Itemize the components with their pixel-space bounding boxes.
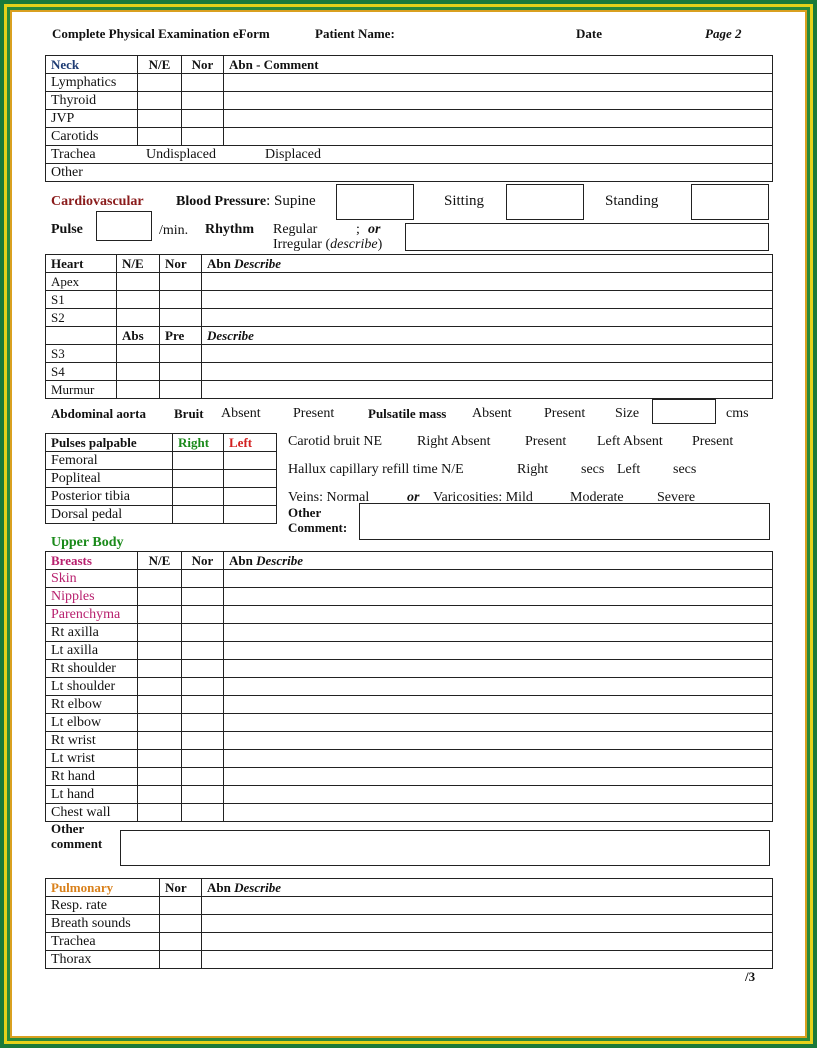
table-row	[46, 606, 773, 624]
row-label: Rt wrist	[46, 732, 138, 750]
table-row	[46, 291, 773, 309]
ne-cell[interactable]	[117, 309, 160, 327]
ne-cell[interactable]	[138, 92, 182, 110]
breasts-header: Breasts	[46, 552, 138, 570]
pre-header: Pre	[160, 327, 202, 345]
left-cell[interactable]	[224, 488, 277, 506]
bruit-absent-option[interactable]: Absent	[221, 406, 261, 421]
describe-cell[interactable]	[224, 642, 773, 660]
bruit-present-option[interactable]: Present	[293, 406, 335, 421]
ne-cell[interactable]	[138, 732, 182, 750]
nor-cell[interactable]	[160, 951, 202, 969]
nor-cell[interactable]	[182, 624, 224, 642]
ne-cell[interactable]	[138, 588, 182, 606]
ne-header: N/E	[117, 255, 160, 273]
upper-body-title: Upper Body	[51, 535, 124, 550]
table-row	[46, 642, 773, 660]
nor-cell[interactable]	[182, 750, 224, 768]
row-label: Skin	[46, 570, 138, 588]
comment-cell[interactable]	[224, 74, 773, 92]
trachea-label: Trachea	[51, 146, 96, 162]
abn-label: Abn	[229, 552, 253, 568]
size-input[interactable]	[652, 399, 716, 424]
ne-cell[interactable]	[138, 570, 182, 588]
ne-cell[interactable]	[138, 624, 182, 642]
nor-cell[interactable]	[182, 74, 224, 92]
form-title: Complete Physical Examination eForm	[52, 26, 270, 41]
varicosities-mild-option[interactable]: Varicosities: Mild	[433, 490, 533, 505]
table-row	[46, 804, 773, 822]
describe-cell[interactable]	[202, 309, 773, 327]
per-min-label: /min.	[159, 223, 189, 238]
nor-header: Nor	[160, 879, 202, 897]
describe-cell[interactable]	[202, 291, 773, 309]
pulses-header-row	[46, 434, 277, 452]
abn-describe-header	[202, 879, 773, 897]
other-comment-input[interactable]	[359, 503, 770, 540]
ne-cell[interactable]	[117, 273, 160, 291]
veins-or-label: or	[407, 490, 420, 505]
table-row	[46, 128, 773, 146]
mass-absent-option[interactable]: Absent	[472, 406, 512, 421]
describe-label: Describe	[256, 552, 304, 568]
hallux-right-label: Right	[517, 462, 549, 477]
left-header: Left	[224, 434, 277, 452]
hallux-left-label: Left	[617, 462, 641, 477]
heart-header: Heart	[46, 255, 117, 273]
bp-label: Blood Pressure	[176, 194, 267, 209]
veins-normal-option[interactable]: Veins: Normal	[288, 490, 370, 505]
nor-cell[interactable]	[182, 768, 224, 786]
ne-cell[interactable]	[138, 714, 182, 732]
row-label: Chest wall	[46, 804, 138, 822]
ne-cell[interactable]	[117, 291, 160, 309]
table-row	[46, 768, 773, 786]
pulse-input[interactable]	[96, 211, 152, 241]
comment-cell[interactable]	[224, 128, 773, 146]
left-cell[interactable]	[224, 506, 277, 524]
row-label: Resp. rate	[46, 897, 160, 915]
carotid-bruit-ne[interactable]: Carotid bruit NE	[288, 434, 383, 449]
supine-input[interactable]	[336, 184, 414, 220]
describe-cell[interactable]	[202, 933, 773, 951]
page-label: Page 2	[705, 26, 742, 41]
table-row	[46, 750, 773, 768]
row-label: Femoral	[46, 452, 173, 470]
nor-cell[interactable]	[160, 291, 202, 309]
describe-cell[interactable]	[202, 273, 773, 291]
nor-cell[interactable]	[160, 933, 202, 951]
right-cell[interactable]	[173, 488, 224, 506]
standing-label: Standing	[605, 193, 659, 209]
row-label: S1	[46, 291, 117, 309]
hallux-ne[interactable]: Hallux capillary refill time N/E	[288, 462, 464, 477]
pre-cell[interactable]	[160, 345, 202, 363]
row-label: Thyroid	[46, 92, 138, 110]
table-row	[46, 588, 773, 606]
describe-cell[interactable]	[224, 606, 773, 624]
table-row	[46, 570, 773, 588]
table-row	[46, 506, 277, 524]
table-row	[46, 74, 773, 92]
nor-cell[interactable]	[182, 804, 224, 822]
pulses-palpable-header: Pulses palpable	[46, 434, 173, 452]
describe-cell[interactable]	[224, 768, 773, 786]
table-row	[46, 897, 773, 915]
left-cell[interactable]	[224, 452, 277, 470]
sitting-input[interactable]	[506, 184, 584, 220]
describe-cell[interactable]	[224, 732, 773, 750]
heart-table	[45, 254, 773, 399]
blank-header	[46, 327, 117, 345]
row-label: Lt hand	[46, 786, 138, 804]
describe-cell[interactable]	[202, 381, 773, 399]
describe-cell[interactable]	[224, 588, 773, 606]
abdominal-aorta-label: Abdominal aorta	[51, 406, 146, 421]
varicosities-moderate-option[interactable]: Moderate	[570, 490, 624, 505]
table-row	[46, 786, 773, 804]
table-row	[46, 915, 773, 933]
varicosities-severe-option[interactable]: Severe	[657, 490, 696, 505]
heart-subheader-row	[46, 327, 773, 345]
bruit-label: Bruit	[174, 406, 204, 421]
row-label: JVP	[46, 110, 138, 128]
row-label: Rt hand	[46, 768, 138, 786]
other-row	[46, 164, 773, 182]
table-row	[46, 933, 773, 951]
nor-cell[interactable]	[182, 588, 224, 606]
table-row	[46, 488, 277, 506]
describe-cell[interactable]	[224, 660, 773, 678]
nor-cell[interactable]	[160, 915, 202, 933]
describe-cell[interactable]	[202, 951, 773, 969]
describe-cell[interactable]	[224, 786, 773, 804]
heart-header-row	[46, 255, 773, 273]
describe-label: Describe	[234, 255, 282, 271]
describe-header: Describe	[202, 327, 773, 345]
row-label: Posterior tibia	[46, 488, 173, 506]
ne-cell[interactable]	[138, 804, 182, 822]
row-label: Nipples	[46, 588, 138, 606]
table-row	[46, 470, 277, 488]
table-row	[46, 624, 773, 642]
nor-cell[interactable]	[182, 642, 224, 660]
carotid-right-absent[interactable]: Right Absent	[417, 434, 491, 449]
cardiovascular-title: Cardiovascular	[51, 194, 144, 209]
abn-describe-header	[202, 255, 773, 273]
neck-header: Neck	[46, 56, 138, 74]
row-label: Lt elbow	[46, 714, 138, 732]
describe-cell[interactable]	[202, 363, 773, 381]
nor-cell[interactable]	[182, 678, 224, 696]
other-label[interactable]: Other	[46, 164, 773, 182]
table-row	[46, 732, 773, 750]
row-label: Lt axilla	[46, 642, 138, 660]
describe-cell[interactable]	[224, 714, 773, 732]
describe-cell[interactable]	[202, 345, 773, 363]
carotid-left-present[interactable]: Present	[692, 434, 734, 449]
nor-cell[interactable]	[160, 273, 202, 291]
ne-cell[interactable]	[138, 606, 182, 624]
size-label: Size	[615, 406, 640, 421]
semicolon: ;	[356, 222, 360, 237]
cms-label: cms	[726, 406, 749, 421]
describe-hint: describe	[330, 237, 378, 252]
other-label: Other	[288, 505, 322, 520]
date-label: Date	[576, 26, 602, 41]
regular-option[interactable]: Regular	[273, 222, 318, 237]
patient-name-label: Patient Name:	[315, 26, 395, 41]
nor-cell[interactable]	[182, 128, 224, 146]
row-label: Carotids	[46, 128, 138, 146]
row-label: Rt axilla	[46, 624, 138, 642]
table-row	[46, 660, 773, 678]
table-row	[46, 110, 773, 128]
abn-comment-header: Abn - Comment	[224, 56, 773, 74]
right-cell[interactable]	[173, 452, 224, 470]
pulsatile-mass-label: Pulsatile mass	[368, 406, 447, 421]
left-cell[interactable]	[224, 470, 277, 488]
pre-cell[interactable]	[160, 363, 202, 381]
ne-cell[interactable]	[138, 642, 182, 660]
ne-cell[interactable]	[138, 110, 182, 128]
sitting-label: Sitting	[444, 193, 485, 209]
ne-cell[interactable]	[138, 128, 182, 146]
nor-header: Nor	[182, 56, 224, 74]
table-row	[46, 92, 773, 110]
upper-body-table	[45, 551, 773, 822]
table-row	[46, 273, 773, 291]
pulse-label: Pulse	[51, 222, 83, 237]
abn-label: Abn	[207, 255, 231, 271]
carotid-right-present[interactable]: Present	[525, 434, 567, 449]
row-label: Popliteal	[46, 470, 173, 488]
upper-other-comment-input[interactable]	[120, 830, 770, 866]
ne-cell[interactable]	[138, 74, 182, 92]
table-row	[46, 309, 773, 327]
nor-cell[interactable]	[182, 786, 224, 804]
right-header: Right	[173, 434, 224, 452]
comment-label: Comment:	[288, 520, 348, 535]
row-label: S3	[46, 345, 117, 363]
neck-header-row	[46, 56, 773, 74]
ne-cell[interactable]	[138, 786, 182, 804]
rhythm-label: Rhythm	[205, 222, 255, 237]
ne-header: N/E	[138, 56, 182, 74]
pulmonary-header: Pulmonary	[46, 879, 160, 897]
row-label: Trachea	[46, 933, 160, 951]
other-comment-label	[288, 505, 347, 535]
trachea-row	[46, 146, 773, 164]
table-row	[46, 714, 773, 732]
row-label: Lymphatics	[46, 74, 138, 92]
table-row	[46, 696, 773, 714]
abs-cell[interactable]	[117, 381, 160, 399]
nor-cell[interactable]	[182, 660, 224, 678]
row-label: Thorax	[46, 951, 160, 969]
nor-cell[interactable]	[160, 897, 202, 915]
trachea-cell	[46, 146, 773, 164]
nor-cell[interactable]	[182, 110, 224, 128]
describe-cell[interactable]	[224, 804, 773, 822]
right-cell[interactable]	[173, 470, 224, 488]
displaced-option[interactable]: Displaced	[265, 146, 321, 162]
hallux-left-secs: secs	[673, 462, 697, 477]
table-row	[46, 951, 773, 969]
undisplaced-option[interactable]: Undisplaced	[146, 146, 216, 162]
describe-cell[interactable]	[224, 624, 773, 642]
pulses-table	[45, 433, 277, 524]
breasts-header-row	[46, 552, 773, 570]
abs-cell[interactable]	[117, 363, 160, 381]
close-paren: )	[377, 237, 383, 252]
row-label: Lt shoulder	[46, 678, 138, 696]
mass-present-option[interactable]: Present	[544, 406, 586, 421]
describe-label: Describe	[234, 879, 282, 895]
table-row	[46, 345, 773, 363]
ne-cell[interactable]	[138, 768, 182, 786]
neck-table	[45, 55, 773, 182]
describe-cell[interactable]	[202, 915, 773, 933]
irregular-option[interactable]: Irregular (	[273, 237, 331, 252]
ne-cell[interactable]	[138, 750, 182, 768]
nor-cell[interactable]	[182, 732, 224, 750]
comment-cell[interactable]	[224, 110, 773, 128]
nor-header: Nor	[160, 255, 202, 273]
irregular-line	[273, 237, 382, 253]
pulmonary-table	[45, 878, 773, 969]
describe-cell[interactable]	[224, 678, 773, 696]
table-row	[46, 452, 277, 470]
upper-other-comment-label	[51, 821, 102, 851]
row-label: Apex	[46, 273, 117, 291]
abs-cell[interactable]	[117, 345, 160, 363]
describe-cell[interactable]	[224, 750, 773, 768]
nor-cell[interactable]	[182, 92, 224, 110]
hallux-right-secs: secs	[581, 462, 605, 477]
right-cell[interactable]	[173, 506, 224, 524]
nor-cell[interactable]	[182, 570, 224, 588]
abs-header: Abs	[117, 327, 160, 345]
standing-input[interactable]	[691, 184, 769, 220]
pulmonary-header-row	[46, 879, 773, 897]
ne-cell[interactable]	[138, 678, 182, 696]
abn-describe-header	[224, 552, 773, 570]
row-label: Breath sounds	[46, 915, 160, 933]
comment-cell[interactable]	[224, 92, 773, 110]
irregular-describe-input[interactable]	[405, 223, 769, 251]
describe-cell[interactable]	[224, 570, 773, 588]
bp-line	[176, 193, 316, 210]
ne-header: N/E	[138, 552, 182, 570]
ne-cell[interactable]	[138, 660, 182, 678]
nor-cell[interactable]	[182, 696, 224, 714]
table-row	[46, 363, 773, 381]
table-row	[46, 381, 773, 399]
row-label: Murmur	[46, 381, 117, 399]
supine-label: : Supine	[266, 193, 316, 209]
nor-header: Nor	[182, 552, 224, 570]
abn-label: Abn	[207, 879, 231, 895]
page-reference: /3	[745, 969, 756, 984]
describe-cell[interactable]	[224, 696, 773, 714]
row-label: S2	[46, 309, 117, 327]
row-label: Rt shoulder	[46, 660, 138, 678]
other-label: Other	[51, 821, 85, 836]
row-label: Rt elbow	[46, 696, 138, 714]
pre-cell[interactable]	[160, 381, 202, 399]
nor-cell[interactable]	[160, 309, 202, 327]
describe-cell[interactable]	[202, 897, 773, 915]
comment-label: comment	[51, 836, 103, 851]
nor-cell[interactable]	[182, 714, 224, 732]
or-label: or	[368, 222, 381, 237]
nor-cell[interactable]	[182, 606, 224, 624]
ne-cell[interactable]	[138, 696, 182, 714]
table-row	[46, 678, 773, 696]
row-label: Lt wrist	[46, 750, 138, 768]
row-label: S4	[46, 363, 117, 381]
row-label: Parenchyma	[46, 606, 138, 624]
row-label: Dorsal pedal	[46, 506, 173, 524]
carotid-left-absent[interactable]: Left Absent	[597, 434, 663, 449]
